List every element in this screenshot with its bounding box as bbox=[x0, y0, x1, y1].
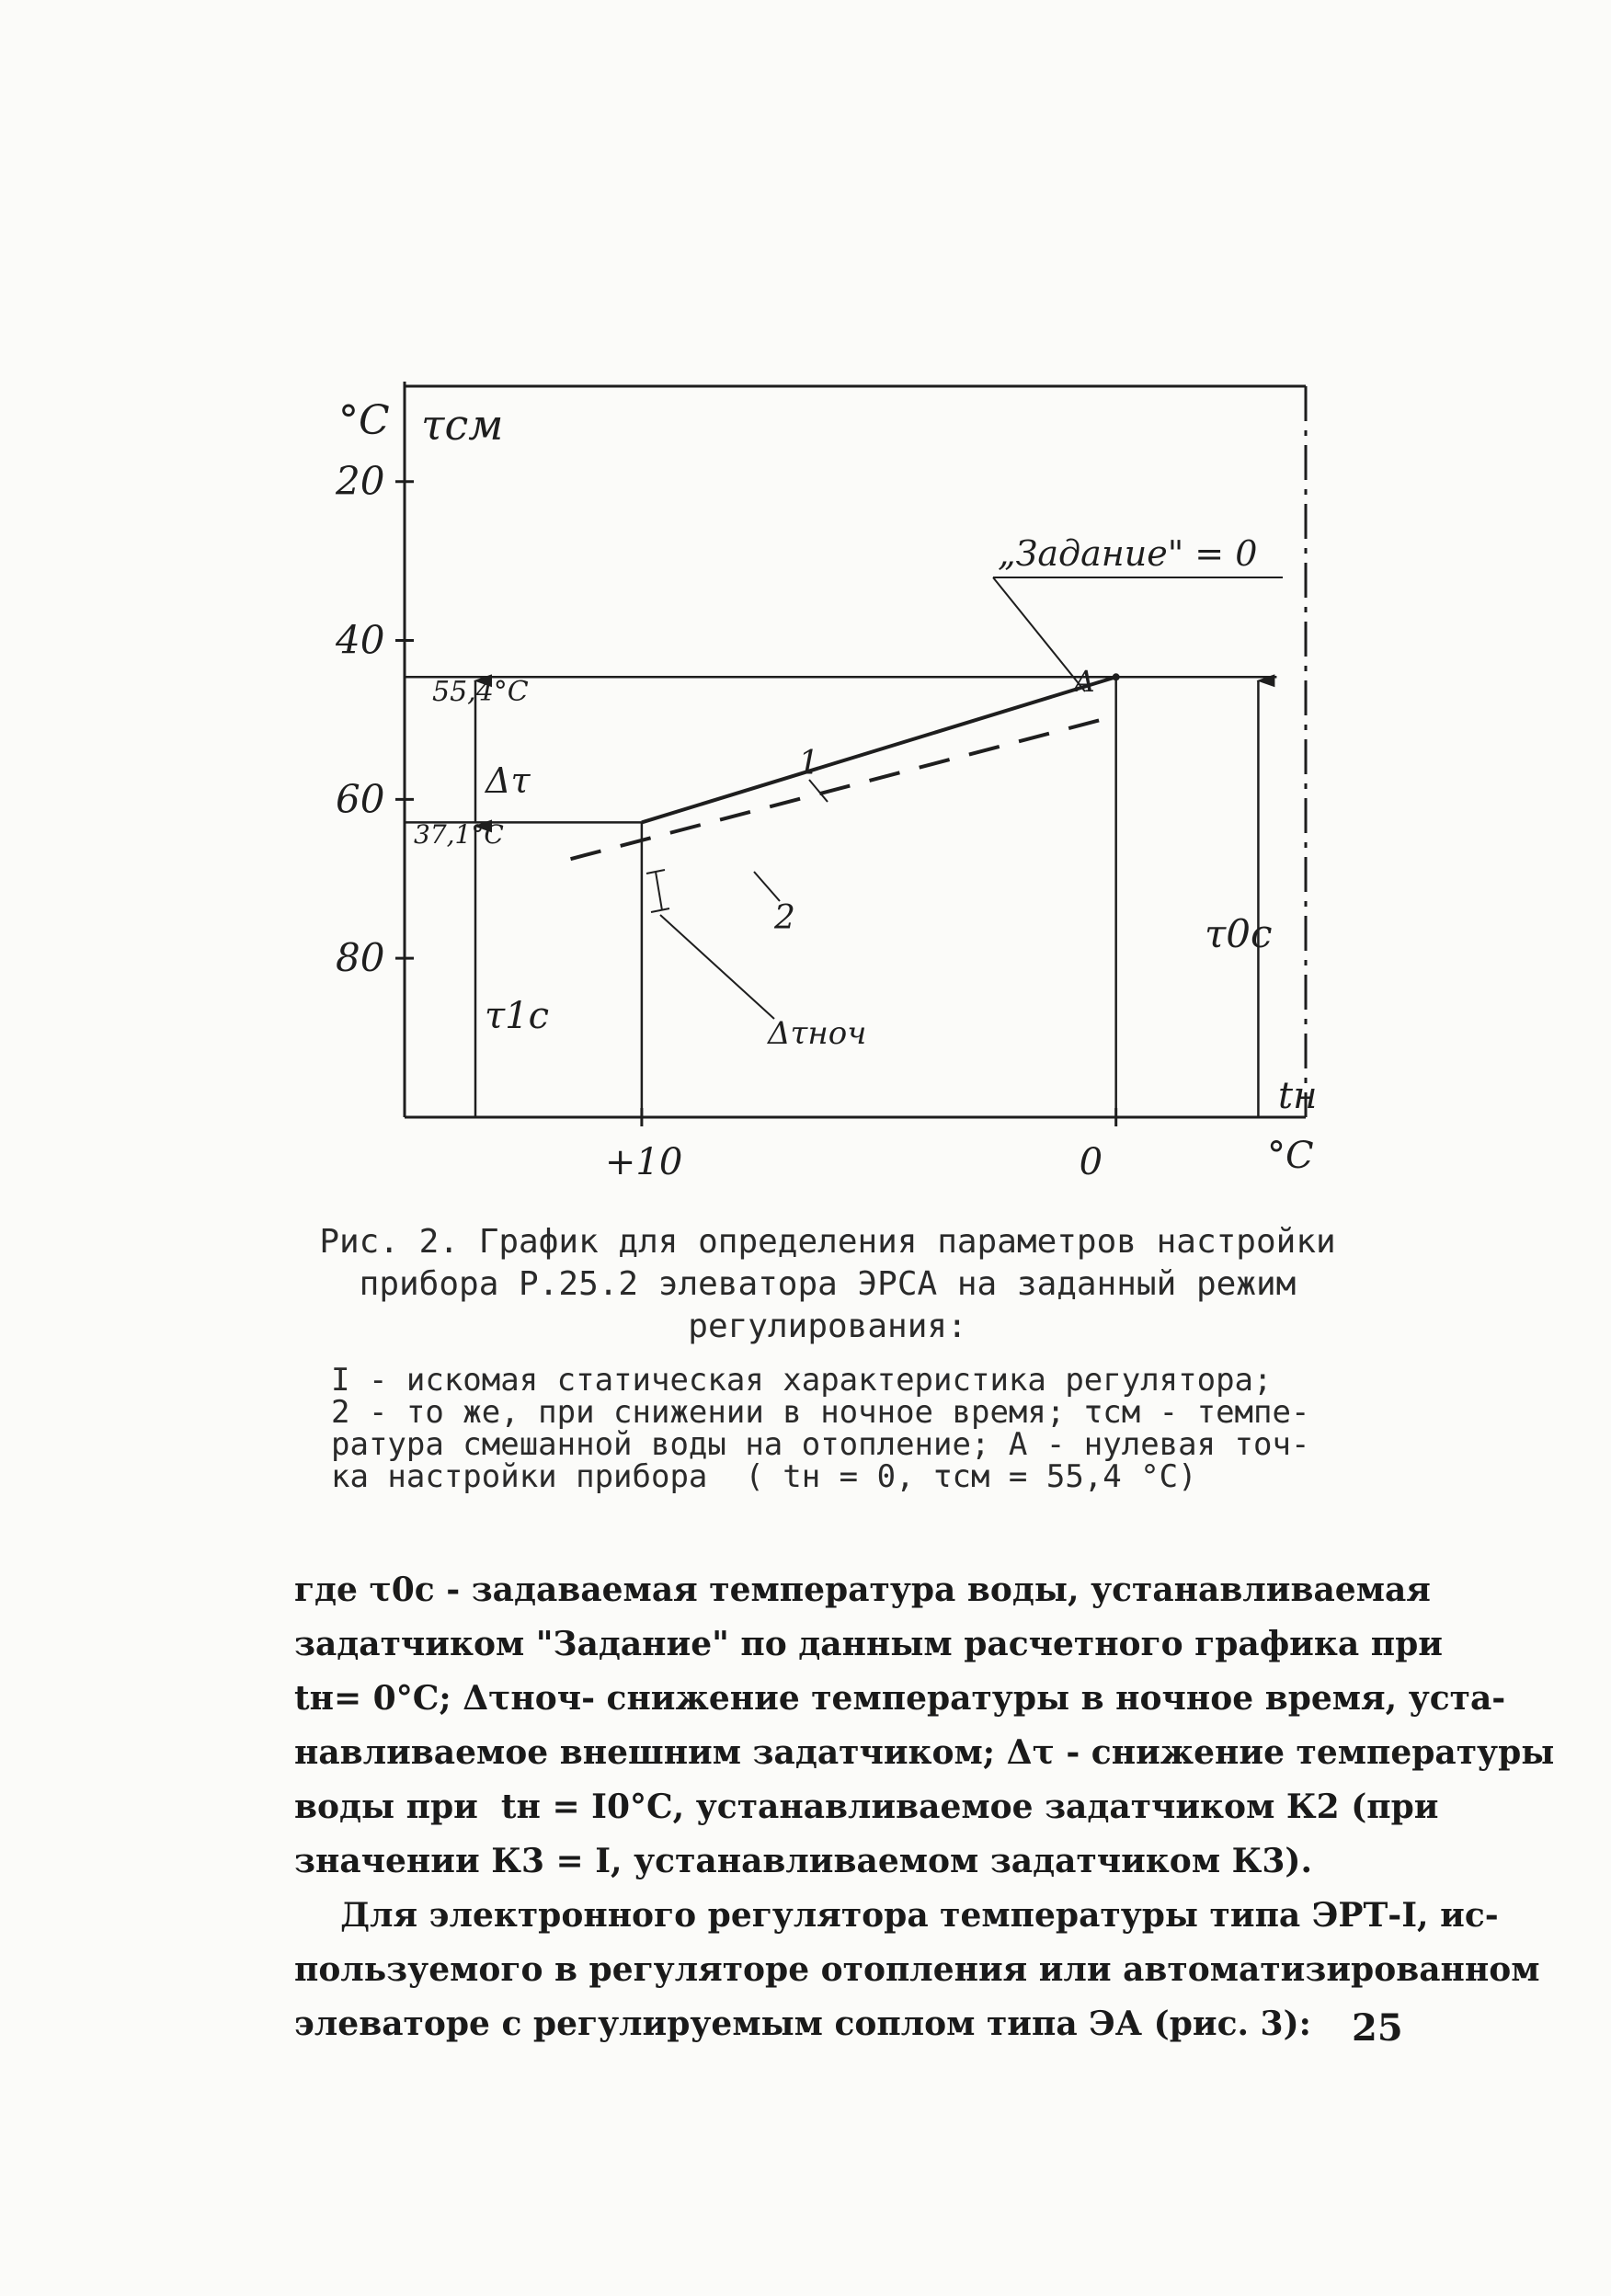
body-line: где τ0с - задаваемая температура воды, устанавливаемая bbox=[294, 1571, 1431, 1609]
label-tau-1c: τ1с bbox=[485, 995, 549, 1037]
y-unit-label: °C bbox=[338, 397, 390, 444]
series-line-1 bbox=[642, 677, 1116, 822]
body-line: tн= 0°С; Δτноч- снижение температуры в ночное время, уста- bbox=[294, 1679, 1506, 1718]
caption-title-line: Рис. 2. График для определения параметров настройки bbox=[319, 1223, 1336, 1261]
label-night-delta: Δτноч bbox=[768, 1015, 867, 1052]
caption-title-line: регулирования: bbox=[688, 1308, 967, 1345]
zadanie-leader bbox=[993, 577, 1085, 691]
caption-legend-line: ратура смешанной воды на отопление; А - нулевая точ- bbox=[331, 1426, 1310, 1463]
night-leader bbox=[660, 915, 774, 1019]
caption-title-line: прибора Р.25.2 элеватора ЭРСА на заданный режим bbox=[359, 1265, 1297, 1303]
night-bracket bbox=[656, 872, 662, 910]
x-tick-label: 0 bbox=[1079, 1141, 1103, 1183]
label-low-value: 37,1°C bbox=[414, 819, 504, 850]
body-line: пользуемого в регуляторе отопления или автоматизированном bbox=[294, 1950, 1540, 1989]
y-tick-label: 80 bbox=[336, 935, 385, 981]
body-line: элеваторе с регулируемым соплом типа ЭА (рис. 3): bbox=[294, 2005, 1311, 2043]
figure-caption-title bbox=[313, 1221, 1342, 1348]
y-tick-label: 60 bbox=[336, 776, 385, 822]
y-ticks bbox=[335, 459, 414, 980]
label-zadanie: „Задание" = 0 bbox=[998, 533, 1258, 574]
label-line-2: 2 bbox=[774, 899, 795, 937]
label-line-1: 1 bbox=[798, 745, 819, 782]
x-ticks bbox=[605, 1108, 1116, 1183]
caption-legend-line: I - искомая статическая характеристика регулятора; bbox=[331, 1362, 1273, 1399]
y-tick-label: 20 bbox=[336, 458, 385, 504]
label-top-value: 55,4°C bbox=[432, 676, 529, 708]
series-layer bbox=[571, 673, 1120, 859]
line2-leader bbox=[754, 872, 780, 901]
label-tau-0c: τ0с bbox=[1205, 911, 1273, 956]
label-point-a: А bbox=[1073, 664, 1096, 699]
x-unit-label: °C bbox=[1267, 1135, 1314, 1177]
body-line: навливаемое внешним задатчиком; Δτ - снижение температуры bbox=[294, 1733, 1555, 1772]
body-line: значении К3 = I, устанавливаемом задатчиком К3). bbox=[294, 1842, 1312, 1880]
label-delta-tau: Δτ bbox=[486, 760, 531, 801]
x-tick-label: +10 bbox=[604, 1141, 683, 1183]
figure-caption-legend bbox=[331, 1362, 1361, 1495]
series-line-2 bbox=[571, 716, 1116, 860]
body-paragraph bbox=[294, 1563, 1555, 2051]
annotation-leaders bbox=[646, 577, 1283, 1019]
body-line: воды при tн = I0°С, устанавливаемое задатчиком К2 (при bbox=[294, 1788, 1439, 1826]
body-line: задатчиком "Задание" по данным расчетного графика при bbox=[294, 1625, 1443, 1663]
point-a-marker bbox=[1113, 673, 1120, 680]
x-axis-label: tн bbox=[1278, 1075, 1318, 1117]
y-tick-label: 40 bbox=[336, 617, 385, 663]
night-bracket-bottom bbox=[651, 908, 669, 912]
page-number: 25 bbox=[1352, 2006, 1403, 2050]
caption-legend-line: 2 - то же, при снижении в ночное время; τсм - темпе- bbox=[331, 1394, 1310, 1431]
y-axis-label: τсм bbox=[421, 400, 504, 450]
caption-legend-line: ка настройки прибора ( tн = 0, τсм = 55,4 °С) bbox=[331, 1458, 1197, 1495]
body-line: Для электронного регулятора температуры типа ЭРТ-I, ис- bbox=[294, 1896, 1499, 1935]
